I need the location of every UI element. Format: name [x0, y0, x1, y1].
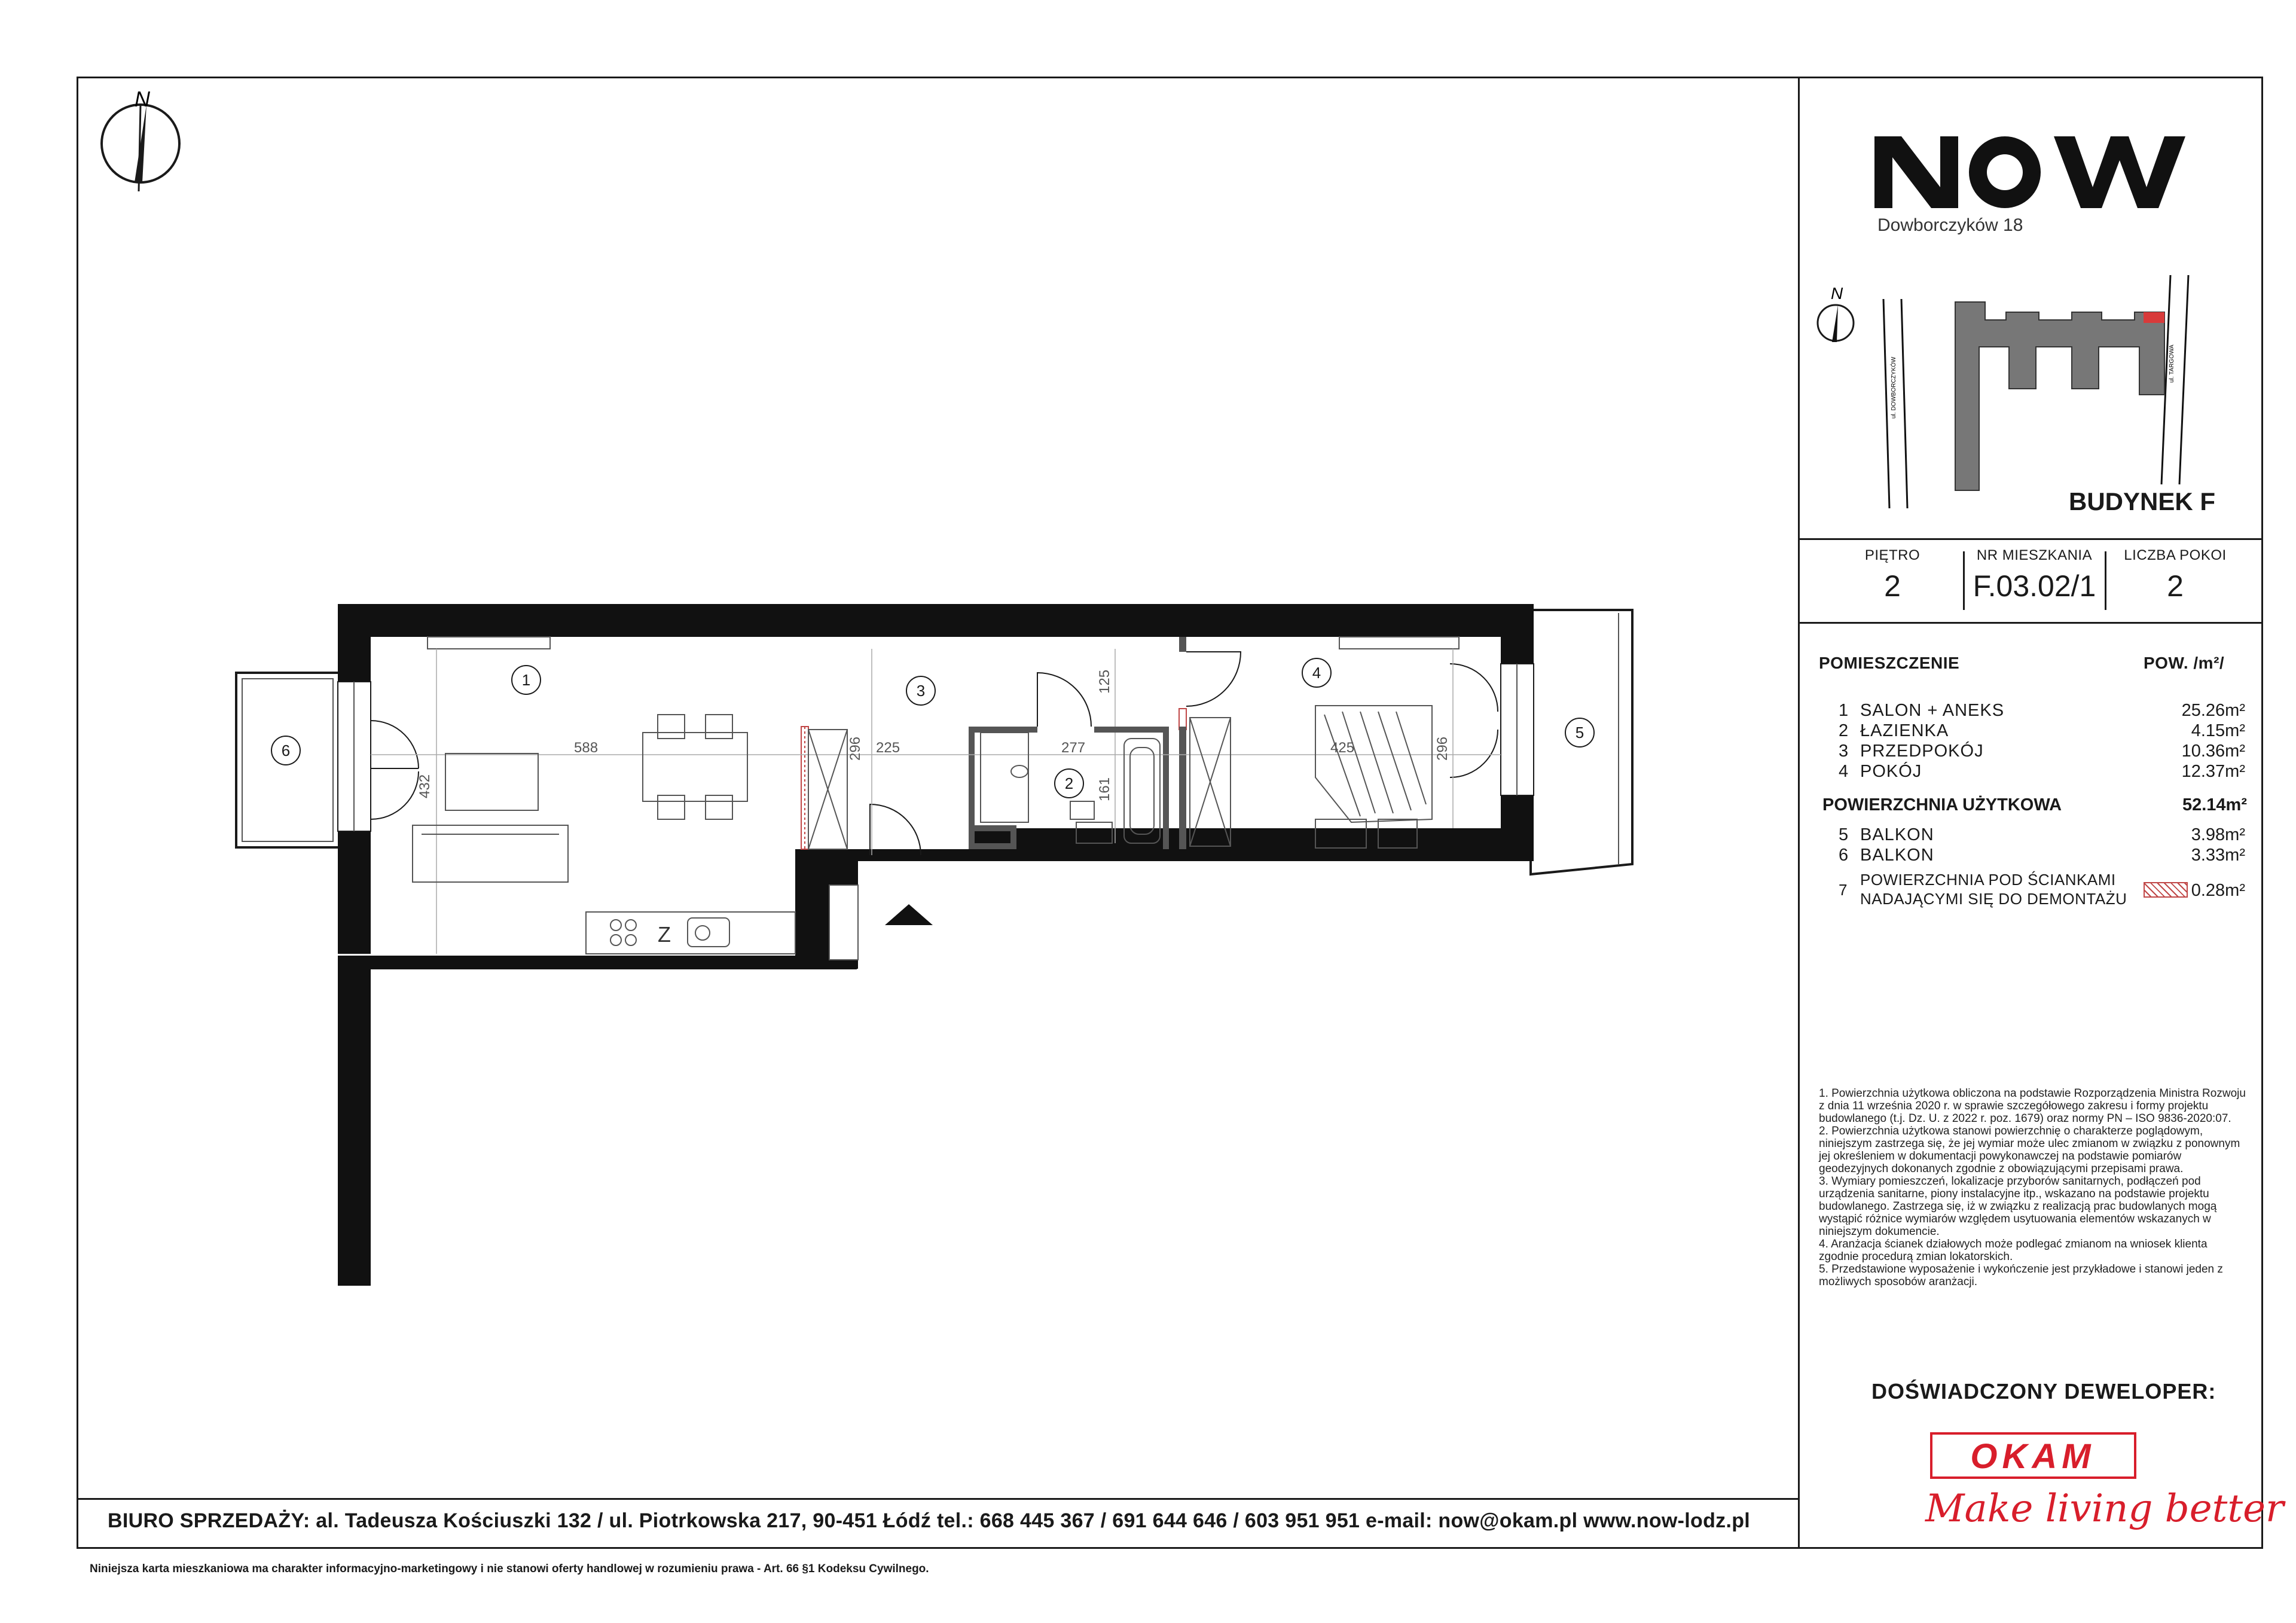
room-row [1839, 721, 2245, 742]
contact-rule [78, 1498, 1798, 1500]
living-furniture [413, 715, 795, 954]
room-area: 25.26m² [2181, 701, 2245, 720]
street-right: ul. TARGOWA [2169, 344, 2175, 383]
rooms-header-right: POW. /m²/ [2144, 654, 2225, 672]
footnote: 3. Wymiary pomieszczeń, lokalizacje przyborów sanitarnych, podłączeń pod urządzenia sanitarne, piony instalacyjne itp., wskazano na podstawie projektu budowlanego. Zastrzega się, iż w związku z realizacją prac budowlanych mogą wystąpić różnice wymiarów względem usytuowania elementów wskazanych w niniejszym dokumencie. [1819, 1175, 2217, 1238]
sales-office-contact: BIURO SPRZEDAŻY: al. Tadeusza Kościuszki 132 / ul. Piotrkowska 217, 90-451 Łódź tel.: 668 445 367 / 691 644 646 / 603 951 951 e-mail: now@okam.pl www.now-lodz.pl [108, 1509, 1751, 1532]
rooms-count-info [2106, 547, 2244, 603]
demolition-line-1: POWIERZCHNIA POD ŚCIANKAMI [1860, 871, 2116, 889]
room-number-6: 6 [281, 742, 291, 759]
panel-rule-2 [1800, 622, 2263, 624]
demolition-row [1839, 870, 2245, 912]
dim-bath-depth: 161 [1097, 777, 1113, 801]
room-name: PRZEDPOKÓJ [1860, 742, 1984, 761]
north-label: N [135, 87, 150, 111]
floor-label: PIĘTRO [1864, 547, 1921, 563]
balcony-row [1839, 825, 2245, 846]
room-area: 10.36m² [2181, 742, 2245, 761]
room-number-1: 1 [521, 671, 531, 689]
footnote: 2. Powierzchnia użytkowa stanowi powierzchnię o charakterze poglądowym, niniejszym zastrzega się, że jej wymiar może ulec zmianom w związku z ponownym jej określeniem w dokumentacji powykonawczej na podstawie pomiarów geodezyjnych dokonanych zgodnie z obowiązującymi przepisami prawa. [1819, 1125, 2240, 1175]
dim-bath-width: 277 [1061, 740, 1086, 756]
usable-area-row [1822, 795, 2247, 815]
site-north-label: N [1831, 284, 1843, 303]
room-num: 4 [1839, 762, 1849, 781]
room-num: 7 [1839, 881, 1848, 899]
footnote: 5. Przedstawione wyposażenie i wykończenie jest przykładowe i stanowi jeden z możliwych sposobów aranżacji. [1819, 1263, 2223, 1288]
panel-rule-1 [1800, 538, 2263, 540]
rooms-count-value: 2 [2167, 569, 2184, 603]
room-row [1839, 701, 2245, 721]
room-name: BALKON [1860, 825, 1934, 844]
room-num: 6 [1839, 846, 1849, 865]
dim-hall-depth: 296 [847, 736, 863, 761]
room-name: BALKON [1860, 846, 1934, 865]
fridge-label: Z [658, 922, 671, 947]
room-area: 0.28m² [2191, 881, 2245, 900]
balcony-row [1839, 846, 2245, 866]
room-num: 2 [1839, 721, 1849, 740]
room-name: POKÓJ [1860, 762, 1922, 781]
street-left: ul. DOWBORCZYKÓW [1891, 356, 1897, 419]
dim-living-width: 588 [574, 740, 599, 756]
now-logo [1874, 136, 2185, 208]
room-area: 4.15m² [2191, 721, 2245, 740]
balcony-5 [1531, 610, 1632, 874]
legal-disclaimer: Niniejsza karta mieszkaniowa ma charakter informacyjno-marketingowy i nie stanowi oferty handlowej w rozumieniu prawa - Art. 66 §1 Kodeksu Cywilnego. [90, 1563, 929, 1575]
room-numbers [271, 658, 1594, 798]
room-num: 5 [1839, 825, 1849, 844]
dim-hall-width: 225 [876, 740, 900, 756]
room-num: 1 [1839, 701, 1849, 720]
apartment-number-label: NR MIESZKANIA [1976, 547, 2093, 563]
room-area: 3.33m² [2191, 846, 2245, 865]
floor-value: 2 [1884, 569, 1901, 603]
usable-area-label: POWIERZCHNIA UŻYTKOWA [1822, 795, 2062, 814]
dim-room-depth: 296 [1434, 736, 1451, 761]
footnotes [1819, 1087, 2249, 1288]
room-area: 3.98m² [2191, 825, 2245, 844]
apartment-location-marker [2144, 312, 2164, 323]
floor-plan [78, 78, 1798, 1498]
usable-area-value: 52.14m² [2182, 795, 2247, 814]
panel-divider [1798, 77, 1800, 1549]
room-row [1839, 762, 2245, 782]
footnote: 4. Aranżacja ścianek działowych może podlegać zmianom na wniosek klienta zgodnie procedurą zmian lokatorskich. [1819, 1238, 2208, 1263]
north-compass-icon [102, 87, 179, 191]
demolition-hatch-icon [2144, 882, 2188, 898]
room-area: 12.37m² [2181, 762, 2245, 781]
dim-room-width: 425 [1330, 740, 1355, 756]
demolition-name [1860, 870, 2127, 908]
bedroom-furniture [1315, 706, 1432, 848]
rooms-count-label: LICZBA POKOI [2124, 547, 2227, 563]
okam-logo [1930, 1432, 2136, 1479]
demolition-line-2: NADAJĄCYMI SIĘ DO DEMONTAŻU [1860, 890, 2127, 908]
room-number-4: 4 [1312, 664, 1321, 682]
room-number-2: 2 [1064, 774, 1074, 792]
room-number-5: 5 [1575, 724, 1584, 742]
room-name: SALON + ANEKS [1860, 701, 2005, 720]
site-plan [1812, 275, 2242, 514]
dimension-lines [371, 649, 1501, 954]
developer-heading: DOŚWIADCZONY DEWELOPER: [1871, 1379, 2216, 1404]
building-label: BUDYNEK F [2069, 487, 2216, 515]
rooms-header-left: POMIESZCZENIE [1819, 654, 1960, 672]
floor-info [1857, 547, 1928, 603]
apartment-number-info [1964, 547, 2105, 603]
room-name: ŁAZIENKA [1860, 721, 1949, 740]
room-number-3: 3 [916, 682, 926, 700]
balcony-6 [236, 673, 339, 847]
okam-logo-text: OKAM [1970, 1437, 2096, 1476]
brand-address: Dowborczyków 18 [1877, 215, 2023, 235]
footnote: 1. Powierzchnia użytkowa obliczona na podstawie Rozporządzenia Ministra Rozwoju z dnia 11 września 2020 r. w sprawie szczegółowego zakresu i formy projektu budowlanego (t.j. Dz. U. z 2022 r. poz. 1679) oraz normy PN – ISO 9836-2020:07. [1819, 1087, 2246, 1125]
apartment-number-value: F.03.02/1 [1973, 569, 2096, 603]
room-row [1839, 742, 2245, 762]
entrance-icon [885, 904, 933, 925]
dim-living-depth: 432 [417, 774, 433, 798]
dim-hall-top: 125 [1097, 669, 1113, 694]
room-num: 3 [1839, 742, 1849, 761]
developer-slogan: Make living better [1925, 1487, 2284, 1531]
